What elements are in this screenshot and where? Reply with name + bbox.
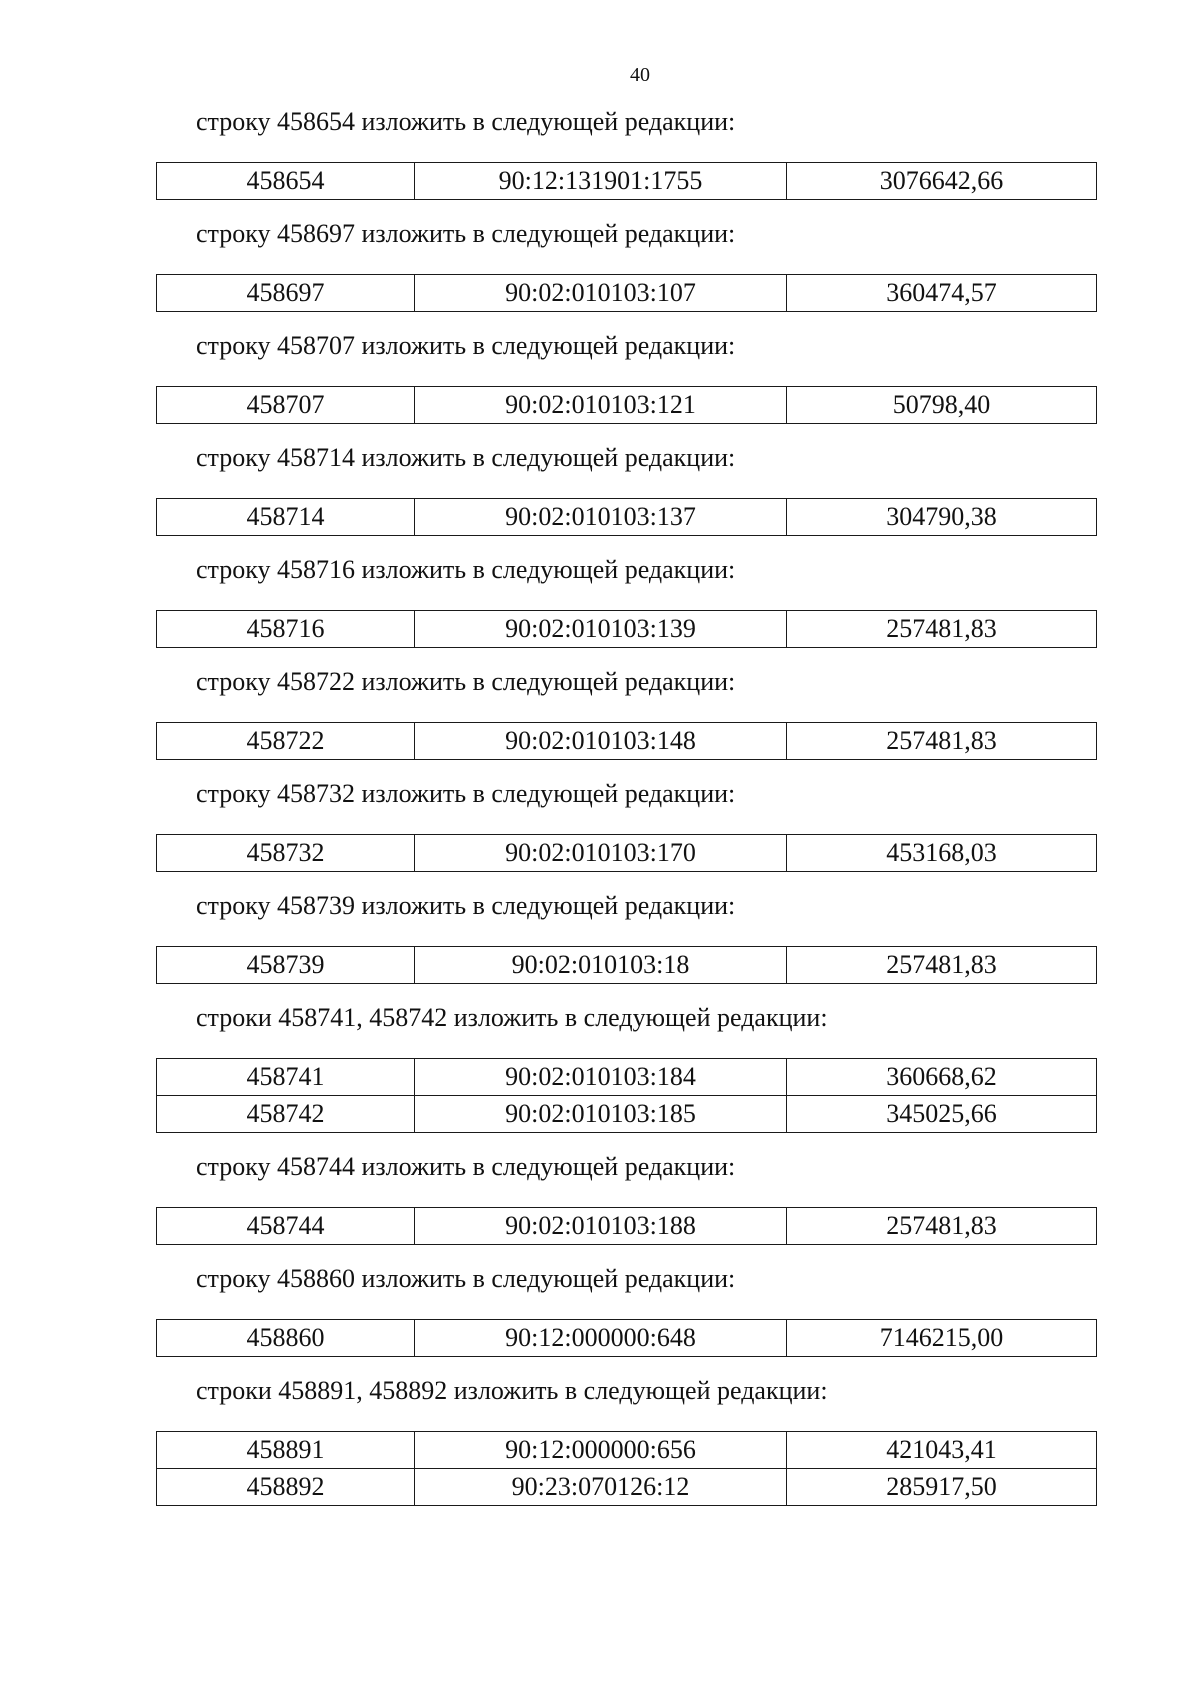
amendment-instruction: строку 458739 изложить в следующей редакции: [196,891,736,920]
table-row [157,1059,1097,1096]
cadastral-number-cell: 90:02:010103:185 [415,1096,787,1133]
amendments-list [156,104,1096,1522]
amendment-table [156,834,1097,872]
cadastral-number-cell: 90:12:131901:1755 [415,163,787,200]
row-number-cell: 458741 [157,1059,415,1096]
value-cell: 453168,03 [787,835,1097,872]
amendment-instruction: строку 458714 изложить в следующей редакции: [196,443,736,472]
row-number-cell: 458891 [157,1432,415,1469]
amendment-section [156,1149,1096,1245]
amendment-table [156,162,1097,200]
amendment-section [156,104,1096,200]
amendment-section [156,1373,1096,1506]
table-row [157,387,1097,424]
cadastral-number-cell: 90:02:010103:170 [415,835,787,872]
page-number: 40 [630,64,650,86]
amendment-instruction: строку 458697 изложить в следующей редакции: [196,219,736,248]
row-number-cell: 458860 [157,1320,415,1357]
row-number-cell: 458707 [157,387,415,424]
cadastral-number-cell: 90:12:000000:648 [415,1320,787,1357]
amendment-table [156,610,1097,648]
value-cell: 7146215,00 [787,1320,1097,1357]
value-cell: 50798,40 [787,387,1097,424]
table-row [157,1096,1097,1133]
amendment-instruction: строку 458744 изложить в следующей редакции: [196,1152,736,1181]
amendment-instruction: строку 458732 изложить в следующей редакции: [196,779,736,808]
row-number-cell: 458739 [157,947,415,984]
cadastral-number-cell: 90:02:010103:184 [415,1059,787,1096]
amendment-instruction: строку 458722 изложить в следующей редакции: [196,667,736,696]
amendment-section [156,216,1096,312]
amendment-section [156,888,1096,984]
amendment-section [156,328,1096,424]
amendment-instruction: строку 458707 изложить в следующей редакции: [196,331,736,360]
table-row [157,1432,1097,1469]
amendment-table [156,386,1097,424]
amendment-instruction: строки 458891, 458892 изложить в следующей редакции: [196,1376,828,1405]
amendment-table [156,1431,1097,1506]
row-number-cell: 458732 [157,835,415,872]
value-cell: 257481,83 [787,1208,1097,1245]
amendment-instruction: строку 458716 изложить в следующей редакции: [196,555,736,584]
row-number-cell: 458697 [157,275,415,312]
table-row [157,499,1097,536]
cadastral-number-cell: 90:02:010103:148 [415,723,787,760]
value-cell: 257481,83 [787,723,1097,760]
value-cell: 421043,41 [787,1432,1097,1469]
value-cell: 285917,50 [787,1469,1097,1506]
value-cell: 257481,83 [787,611,1097,648]
amendment-table [156,274,1097,312]
cadastral-number-cell: 90:02:010103:18 [415,947,787,984]
cadastral-number-cell: 90:02:010103:188 [415,1208,787,1245]
table-row [157,1320,1097,1357]
amendment-section [156,776,1096,872]
amendment-table [156,1319,1097,1357]
row-number-cell: 458654 [157,163,415,200]
row-number-cell: 458714 [157,499,415,536]
amendment-table [156,1058,1097,1133]
cadastral-number-cell: 90:02:010103:139 [415,611,787,648]
value-cell: 360474,57 [787,275,1097,312]
amendment-table [156,498,1097,536]
amendment-table [156,946,1097,984]
amendment-instruction: строки 458741, 458742 изложить в следующей редакции: [196,1003,828,1032]
cadastral-number-cell: 90:12:000000:656 [415,1432,787,1469]
table-row [157,1208,1097,1245]
table-row [157,835,1097,872]
cadastral-number-cell: 90:02:010103:107 [415,275,787,312]
table-row [157,163,1097,200]
table-row [157,1469,1097,1506]
value-cell: 360668,62 [787,1059,1097,1096]
row-number-cell: 458722 [157,723,415,760]
amendment-section [156,552,1096,648]
cadastral-number-cell: 90:02:010103:137 [415,499,787,536]
amendment-section [156,664,1096,760]
value-cell: 257481,83 [787,947,1097,984]
amendment-section [156,1261,1096,1357]
amendment-section [156,440,1096,536]
table-row [157,275,1097,312]
amendment-instruction: строку 458654 изложить в следующей редакции: [196,107,736,136]
amendment-section [156,1000,1096,1133]
amendment-table [156,1207,1097,1245]
cadastral-number-cell: 90:02:010103:121 [415,387,787,424]
row-number-cell: 458742 [157,1096,415,1133]
row-number-cell: 458744 [157,1208,415,1245]
cadastral-number-cell: 90:23:070126:12 [415,1469,787,1506]
amendment-table [156,722,1097,760]
value-cell: 3076642,66 [787,163,1097,200]
table-row [157,723,1097,760]
table-row [157,611,1097,648]
value-cell: 304790,38 [787,499,1097,536]
row-number-cell: 458892 [157,1469,415,1506]
row-number-cell: 458716 [157,611,415,648]
table-row [157,947,1097,984]
amendment-instruction: строку 458860 изложить в следующей редакции: [196,1264,736,1293]
value-cell: 345025,66 [787,1096,1097,1133]
